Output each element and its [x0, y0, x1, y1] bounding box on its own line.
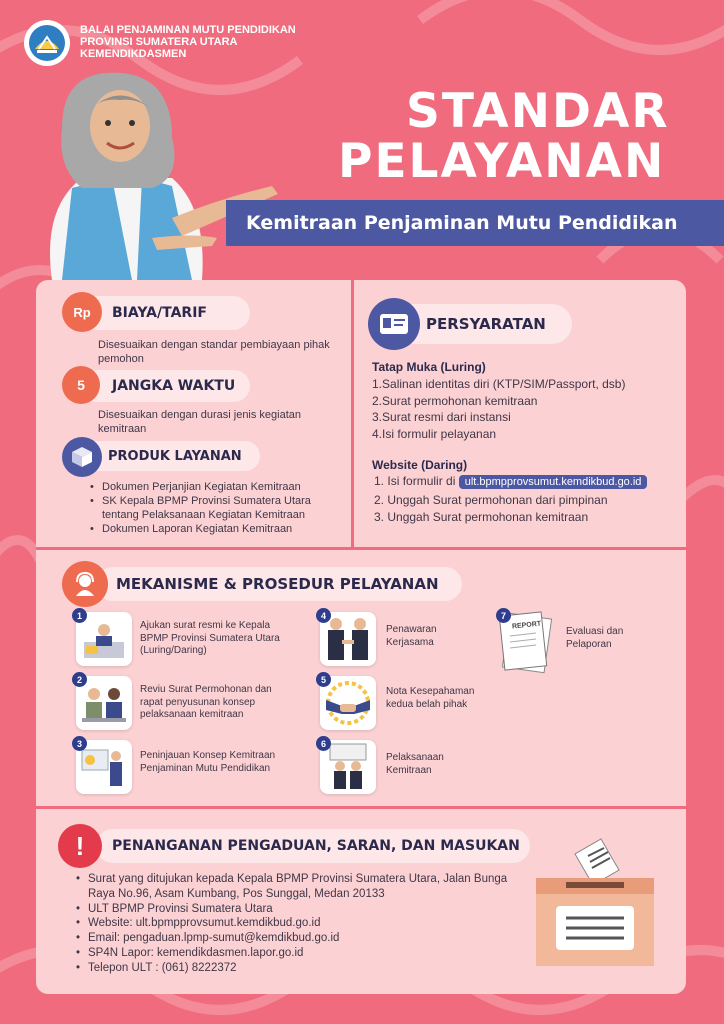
money-bag-icon [62, 292, 102, 332]
row-divider-1 [36, 547, 686, 550]
luring-item: 4.Isi formulir pelayanan [372, 426, 497, 441]
form-url-link[interactable]: ult.bpmpprovsumut.kemdikbud.go.id [459, 475, 648, 489]
calendar-icon-label: 5 [77, 377, 85, 393]
step-4-text: Penawaran Kerjasama [386, 624, 437, 648]
luring-list [372, 376, 672, 442]
suggestion-box-icon [530, 838, 660, 970]
daring-list [374, 473, 674, 527]
step-7-text: Evaluasi dan Pelaporan [566, 626, 624, 650]
produk-item: • Dokumen Perjanjian Kegiatan Kemitraan [90, 480, 340, 494]
headset-glyph [71, 570, 99, 598]
warning-icon [58, 824, 102, 868]
daring-item: 3. Unggah Surat permohonan kemitraan [374, 510, 589, 524]
persyaratan-heading: PERSYARATAN [392, 304, 572, 344]
step-3-number: 3 [72, 736, 87, 751]
presenter-illustration [22, 68, 292, 280]
step-1-text: Ajukan surat resmi ke Kepala BPMP Provinsi Sumatera Utara (Luring/Daring) [140, 620, 280, 656]
produk-list [90, 480, 340, 536]
pengaduan-item: • Telepon ULT : (061) 8222372 [76, 961, 516, 976]
kemendikdasmen-logo [24, 20, 70, 66]
pengaduan-item: • Email: pengaduan.lpmp-sumut@kemdikbud.go.id [76, 931, 516, 946]
produk-heading: PRODUK LAYANAN [80, 441, 260, 471]
headset-agent-icon [62, 561, 108, 607]
report-label: REPORT [511, 620, 542, 631]
jangka-text: Disesuaikan dengan durasi jenis kegiatan kemitraan [98, 409, 302, 435]
biaya-heading: BIAYA/TARIF [80, 296, 250, 330]
step-1-number: 1 [72, 608, 87, 623]
mekanisme-heading: MEKANISME & PROSEDUR PELAYANAN [96, 567, 462, 601]
box-icon [62, 437, 102, 477]
produk-item: • Dokumen Laporan Kegiatan Kemitraan [90, 522, 340, 536]
step-3-text: Peninjauan Konsep Kemitraan Penjaminan Mutu Pendidikan [140, 750, 276, 774]
step-2-number: 2 [72, 672, 87, 687]
produk-item: • SK Kepala BPMP Provinsi Sumatera Utara tentang Pelaksanaan Kegiatan Kemitraan [90, 494, 340, 522]
column-divider [351, 280, 354, 548]
pengaduan-list [76, 872, 516, 976]
id-card-icon [368, 298, 420, 350]
row-divider-2 [36, 806, 686, 809]
luring-item: 2.Surat permohonan kemitraan [372, 393, 538, 408]
pengaduan-item: • ULT BPMP Provinsi Sumatera Utara [76, 902, 516, 917]
luring-item: 3.Surat resmi dari instansi [372, 410, 511, 424]
org-line-3: KEMENDIKDASMEN [80, 48, 187, 60]
step-7-number: 7 [496, 608, 511, 623]
daring-item: 1. Isi formulir di ult.bpmpprovsumut.kemdikbud.go.id [374, 473, 674, 492]
warning-icon-label: ! [75, 830, 85, 861]
luring-title: Tatap Muka (Luring) [372, 360, 486, 374]
daring-title: Website (Daring) [372, 458, 468, 472]
money-bag-icon-label: Rp [73, 304, 91, 320]
jangka-heading: JANGKA WAKTU [80, 370, 250, 402]
step-6-text: Pelaksanaan Kemitraan [386, 752, 444, 776]
org-name [80, 24, 296, 60]
luring-item: 1.Salinan identitas diri (KTP/SIM/Passport, dsb) [372, 377, 626, 391]
step-4-number: 4 [316, 608, 331, 623]
page-title-line1: STANDAR [406, 84, 670, 139]
step-2-text: Reviu Surat Permohonan dan rapat penyusunan konsep pelaksanaan kemitraan [140, 684, 272, 720]
biaya-text: Disesuaikan dengan standar pembiayaan pihak pemohon [98, 339, 330, 365]
pengaduan-heading: PENANGANAN PENGADUAN, SARAN, DAN MASUKAN [96, 829, 530, 863]
logo-icon [27, 23, 67, 63]
id-card-glyph [379, 313, 409, 335]
org-line-2: PROVINSI SUMATERA UTARA [80, 36, 238, 48]
calendar-icon [62, 366, 100, 404]
org-line-1: BALAI PENJAMINAN MUTU PENDIDIKAN [80, 24, 296, 36]
step-5-text: Nota Kesepahaman kedua belah pihak [386, 686, 475, 710]
page-title-line2: PELAYANAN [338, 134, 666, 189]
box-icon-glyph [70, 445, 94, 469]
step-6-number: 6 [316, 736, 331, 751]
pengaduan-item: • SP4N Lapor: kemendikdasmen.lapor.go.id [76, 946, 516, 961]
pengaduan-item: • Website: ult.bpmpprovsumut.kemdikbud.go.id [76, 916, 516, 931]
step-5-number: 5 [316, 672, 331, 687]
subtitle-banner: Kemitraan Penjaminan Mutu Pendidikan [226, 200, 724, 246]
daring-item: 2. Unggah Surat permohonan dari pimpinan [374, 492, 608, 507]
pengaduan-item: • Surat yang ditujukan kepada Kepala BPMP Provinsi Sumatera Utara, Jalan Bunga Raya No.96, Asam Kumbang, Pos Sunggal, Medan 20133 [76, 872, 516, 902]
